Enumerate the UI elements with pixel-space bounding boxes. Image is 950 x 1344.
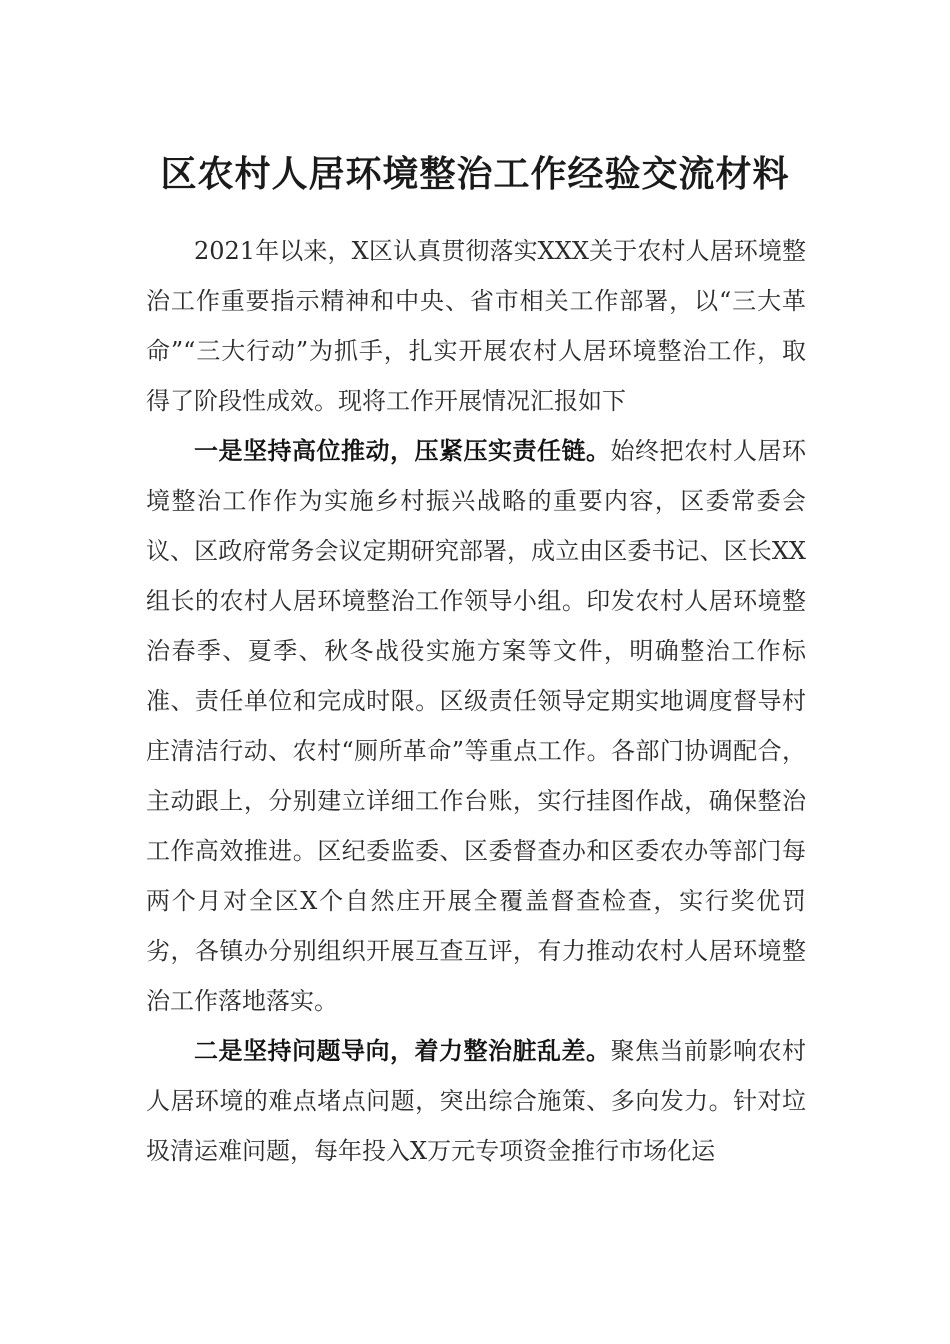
section-text-1: 始终把农村人居环境整治工作作为实施乡村振兴战略的重要内容，区委常委会议、区政府常务会议定期研究部署，成立由区委书记、区长XX组长的农村人居环境整治工作领导小组。印发农村人居环境整治春季、夏季、秋冬战役实施方案等文件，明确整治工作标准、责任单位和完成时限。区级责任领导定期实地调度督导村庄清洁行动、农村“厕所革命”等重点工作。各部门协调配合，主动跟上，分别建立详细工作台账，实行挂图作战，确保整治工作高效推进。区纪委监委、区委督查办和区委农办等部门每两个月对全区X个自然庄开展全覆盖督查检查，实行奖优罚劣，各镇办分别组织开展互查互评，有力推动农村人居环境整治工作落地落实。 bbox=[146, 437, 806, 1015]
document-title: 区农村人居环境整治工作经验交流材料 bbox=[160, 153, 790, 195]
document-body bbox=[146, 226, 806, 1176]
section-lead-1: 一是坚持高位推动，压紧压实责任链。 bbox=[194, 436, 611, 465]
section-lead-2: 二是坚持问题导向，着力整治脏乱差。 bbox=[194, 1036, 611, 1065]
section-paragraph-2 bbox=[146, 1026, 806, 1176]
section-paragraph-1 bbox=[146, 426, 806, 1026]
section-text-2: 聚焦当前影响农村人居环境的难点堵点问题，突出综合施策、多向发力。针对垃圾清运难问题，每年投入X万元专项资金推行市场化运 bbox=[146, 1037, 806, 1165]
intro-paragraph: 2021年以来，X区认真贯彻落实XXX关于农村人居环境整治工作重要指示精神和中央、省市相关工作部署，以“三大革命”“三大行动”为抓手，扎实开展农村人居环境整治工作，取得了阶段性成效。现将工作开展情况汇报如下 bbox=[146, 237, 806, 415]
